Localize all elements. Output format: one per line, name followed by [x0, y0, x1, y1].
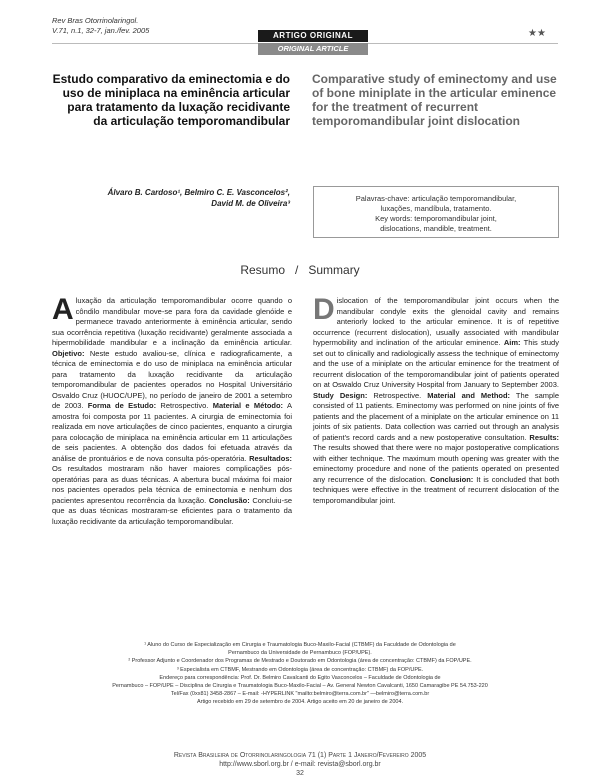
journal-citation — [52, 16, 149, 36]
authors-line-1: Álvaro B. Cardoso¹, Belmiro C. E. Vasconcelos², — [107, 188, 290, 197]
footnote-3: ³ Especialista em CTBMF, Mestrando em Odontologia (área de concentração: CTBMF) da FOP/UPE. — [176, 666, 424, 673]
label-study-design: Study Design: — [313, 390, 368, 400]
footer-journal: Revista Brasileira de Otorrinolaringologia 71 (1) Parte 1 Janeiro/Fevereiro 2005 — [173, 752, 427, 759]
label-resultados: Resultados: — [249, 453, 292, 463]
label-conclusion: Conclusion: — [429, 474, 474, 484]
journal-name: Rev Bras Otorrinolaringol. — [52, 16, 139, 25]
footnotes — [60, 641, 540, 707]
heading-separator: / — [295, 263, 299, 277]
address-line-3: Tel/Fax (0xx81) 3458-2867 – E-mail: -HYPERLINK "mailto:belmiro@terra.com.br" —belmiro@terra.com.br — [170, 691, 430, 698]
keywords-box — [313, 186, 559, 238]
label-aim: Aim: — [503, 338, 521, 347]
heading-summary: Summary — [308, 263, 360, 277]
abstract-en-results: The results showed that there were no major postoperative complications with either technique. The maximum mouth opening was greater with the eminectomy procedure and none of the patients operated on presented any recurrence of the dislocation. — [313, 443, 559, 484]
footnote-1a: ¹ Aluno do Curso de Especialização em Cirurgia e Traumatologia Buco-Maxilo-Facial (CTBMF) da Faculdade de Odontologia de — [144, 642, 456, 648]
address-line-1: Endereço para correspondência: Prof. Dr. Belmiro Cavalcanti do Egito Vasconcelos – Faculdade de Odontologia de — [159, 674, 441, 681]
keywords-pt-1: Palavras-chave: articulação temporomandibular, — [355, 194, 517, 203]
keywords-pt-2: luxações, mandíbula, tratamento. — [380, 204, 492, 213]
page-number: 32 — [296, 770, 304, 776]
label-objetivo: Objetivo: — [52, 348, 85, 358]
keywords-en-1: Key words: temporomandibular joint, — [375, 214, 497, 223]
badge-artigo-original: ARTIGO ORIGINAL — [258, 30, 368, 42]
abstract-en-intro: islocation of the temporomandibular joint occurs when the mandibular condyle exits the glenoidal cavity and remains anteriorly locked to the articular eminence. It is of repetitive occurrence (recurrent dislocation), usually associated with mandibular hypermobility and inclination of the articular eminence. — [313, 296, 559, 347]
address-line-2: Pernambuco – FOP/UPE – Disciplina de Cirurgia e Traumatologia Buco-Maxilo-Facial – Av. General Newton Cavalcanti, 1650 Camaragibe PE 54.753-220 — [112, 683, 488, 690]
star-icons: ★★ — [528, 28, 546, 39]
dropcap-a: A — [52, 293, 74, 326]
abstract-pt-design: Retrospectivo. — [156, 401, 213, 410]
journal-volume: V.71, n.1, 32-7, jan./fev. 2005 — [52, 26, 150, 35]
title-portuguese: Estudo comparativo da eminectomia e do uso de miniplaca na eminência articular para tratamento da luxação recidivante da articulação temporomandibular — [52, 72, 290, 128]
abstract-portuguese — [52, 293, 292, 527]
section-heading — [0, 263, 600, 277]
heading-resumo: Resumo — [240, 263, 285, 277]
abstract-pt-conclusion: Concluiu-se que as duas técnicas mostraram-se eficientes para o tratamento da luxação recidivante da articulação temporomandibular. — [52, 495, 292, 526]
badge-original-article: ORIGINAL ARTICLE — [258, 43, 368, 55]
authors-line-2: David M. de Oliveira³ — [211, 199, 290, 208]
keywords-en-2: dislocations, mandible, treatment. — [380, 224, 492, 233]
label-results: Results: — [529, 432, 559, 442]
page-footer — [0, 751, 600, 776]
label-material-metodo: Material e Método: — [212, 401, 284, 410]
abstract-english — [313, 293, 559, 506]
abstract-pt-method: A amostra foi composta por 11 pacientes. A cirurgia de eminectomia foi realizada em nove articulações de cinco pacientes, enquanto a cirurgia para colocação de miniplaca na eminência articular em 11 articulações de seis pacientes. A obtenção dos dados foi efetuada através da análise de prontuários e de nova consulta pós-operatória. — [52, 401, 292, 463]
received-dates: Artigo recebido em 29 de setembro de 2004. Artigo aceito em 20 de janeiro de 2004. — [196, 699, 404, 706]
footnote-2: ² Professor Adjunto e Coordenador dos Programas de Mestrado e Doutorado em Odontologia (área de concentração: CTBMF) da FOP/UPE. — [128, 658, 472, 665]
abstract-en-design: Retrospective. — [367, 390, 428, 400]
abstract-pt-results: Os resultados mostraram não haver maiores complicações pós-operatórias para as duas técnicas. A abertura bucal máxima foi maior nos pacientes operados pela técnica de eminectomia e nenhum dos pacientes apresentou recorrência da luxação. — [52, 464, 292, 505]
abstract-pt-intro: luxação da articulação temporomandibular ocorre quando o côndilo mandibular move-se para fora da cavidade glenóide e permanece travado anteriormente à eminência articular, sendo sua ocorrência repetitiva (luxação recidivante) geralmente associada a hipermobilidade mandibular e a inclinação da eminência articular. — [52, 296, 292, 347]
abstract-en-conclusion: It is concluded that both techniques were effective in the treatment of recurrent dislocation of the temporomandibular joint. — [313, 474, 559, 505]
label-conclusao: Conclusão: — [208, 495, 250, 505]
abstract-en-aim: This study set out to clinically and radiologically assess the technique of eminectomy and the use of a miniplate on the articular eminence for the treatment of recurrent dislocation of the temporomandibular joint of patients operated on at Oswaldo Cruz University Hospital from January to September 2003. — [313, 338, 559, 389]
label-material-method: Material and Method: — [427, 390, 511, 400]
abstract-pt-objective: Neste estudo avaliou-se, clínica e radiograficamente, a técnica de eminectomia e do uso de miniplaca na eminência articular para tratamento da luxação recidivante da articulação temporomandibular de pacientes operados no Hospital Universitário Osvaldo Cruz (HUOC/UPE), no período de janeiro de 2001 a setembro de 2003. — [52, 348, 292, 410]
title-english: Comparative study of eminectomy and use of bone miniplate in the articular eminence for the treatment of recurrent temporomandibular joint dislocation — [312, 72, 557, 128]
footer-web: http://www.sborl.org.br / e-mail: revista@sborl.org.br — [219, 761, 381, 768]
dropcap-d: D — [313, 293, 335, 326]
footnote-1b: Pernambuco da Universidade de Pernambuco (FOP/UPE). — [228, 650, 372, 657]
abstract-en-method: The sample consisted of 11 patients. Eminectomy was performed on nine joints of five patients and the placement of a miniplate on the articular eminence on 11 joints of six patients. Data collection was carried out through an analysis of patient's record cards and a new postoperative consultation. — [313, 390, 559, 442]
label-forma-estudo: Forma de Estudo: — [87, 401, 157, 410]
authors — [52, 187, 290, 209]
